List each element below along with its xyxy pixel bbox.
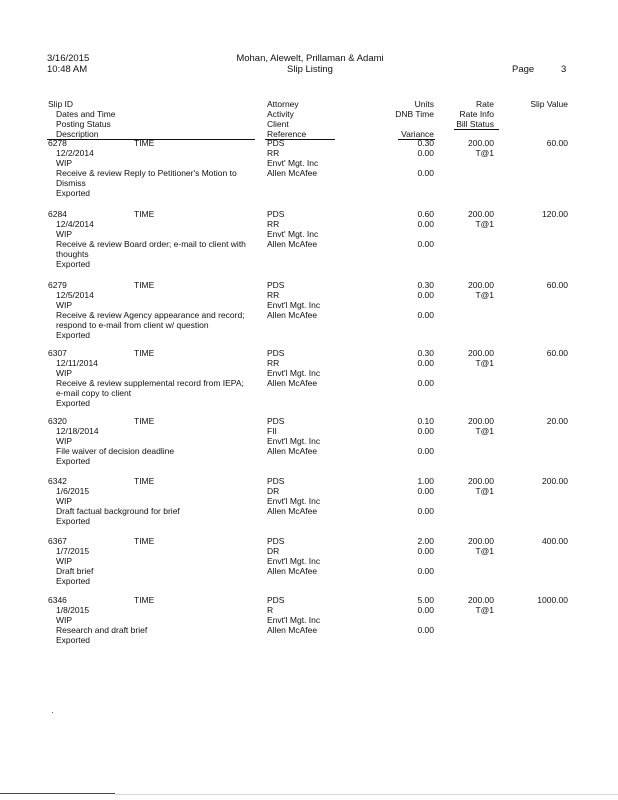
scan-speck	[52, 712, 53, 713]
slip-date: 1/8/2015	[56, 605, 90, 615]
slip-date: 1/6/2015	[56, 486, 90, 496]
attorney: PDS	[267, 280, 285, 290]
reference: Allen McAfee	[267, 378, 318, 388]
attorney: PDS	[267, 348, 285, 358]
description-line: Receive & review supplemental record from IEPA;	[56, 378, 244, 388]
slip-date: 12/4/2014	[56, 219, 94, 229]
reference: Allen McAfee	[267, 625, 318, 635]
attorney: PDS	[267, 595, 285, 605]
description-line: Receive & review Board order; e-mail to client with	[56, 239, 246, 249]
slip-value: 200.00	[542, 476, 568, 486]
posting-status: WIP	[56, 496, 73, 506]
description-line: thoughts	[56, 249, 89, 259]
client: Envt'l Mgt. Inc	[267, 300, 321, 310]
page-number: 3	[561, 64, 567, 75]
variance: 0.00	[417, 625, 434, 635]
reference: Allen McAfee	[267, 566, 318, 576]
posting-status: WIP	[56, 300, 73, 310]
col-header-reference: Reference	[267, 129, 307, 139]
slip-type: TIME	[134, 138, 155, 148]
slip-value: 1000.00	[537, 595, 568, 605]
rate: 200.00	[468, 209, 494, 219]
attorney: PDS	[267, 476, 285, 486]
col-header-rate-info: Rate Info	[459, 109, 494, 119]
dnb-time: 0.00	[417, 358, 434, 368]
variance: 0.00	[417, 506, 434, 516]
col-header-rate: Rate	[476, 99, 494, 109]
slip-type: TIME	[134, 280, 155, 290]
client: Envt' Mgt. Inc	[267, 158, 319, 168]
dnb-time: 0.00	[417, 148, 434, 158]
rate: 200.00	[468, 348, 494, 358]
attorney: PDS	[267, 416, 285, 426]
variance: 0.00	[417, 168, 434, 178]
rate-info: T@1	[475, 290, 494, 300]
slip-id: 6367	[48, 536, 67, 546]
slip-entry	[0, 280, 618, 352]
report-time: 10:48 AM	[47, 64, 88, 75]
variance: 0.00	[417, 378, 434, 388]
reference: Allen McAfee	[267, 168, 318, 178]
header-rule-bill-status	[454, 129, 499, 130]
units: 0.30	[417, 348, 434, 358]
client: Envt'l Mgt. Inc	[267, 615, 321, 625]
slip-value: 400.00	[542, 536, 568, 546]
rate: 200.00	[468, 416, 494, 426]
units: 0.10	[417, 416, 434, 426]
attorney: PDS	[267, 138, 285, 148]
slip-type: TIME	[134, 348, 155, 358]
description-line: Research and draft brief	[56, 625, 148, 635]
variance: 0.00	[417, 446, 434, 456]
posting-status: WIP	[56, 615, 73, 625]
slip-id: 6284	[48, 209, 67, 219]
activity: FII	[267, 426, 277, 436]
rate: 200.00	[468, 595, 494, 605]
rate: 200.00	[468, 138, 494, 148]
client: Envt' Mgt. Inc	[267, 229, 319, 239]
dnb-time: 0.00	[417, 605, 434, 615]
rate: 200.00	[468, 280, 494, 290]
slip-date: 12/18/2014	[56, 426, 99, 436]
export-status: Exported	[56, 398, 91, 408]
reference: Allen McAfee	[267, 446, 318, 456]
activity: RR	[267, 148, 280, 158]
attorney: PDS	[267, 209, 285, 219]
col-header-bill-status: Bill Status	[456, 119, 494, 129]
description-line: respond to e-mail from client w/ question	[56, 320, 209, 330]
report-date: 3/16/2015	[47, 53, 90, 64]
description-line: Receive & review Reply to Petitioner's Motion to	[56, 168, 237, 178]
col-header-units: Units	[414, 99, 434, 109]
rate: 200.00	[468, 476, 494, 486]
activity: RR	[267, 358, 280, 368]
variance: 0.00	[417, 566, 434, 576]
slip-type: TIME	[134, 476, 155, 486]
page-edge-line	[0, 793, 115, 794]
page-bottom-edge	[115, 794, 618, 795]
slip-value: 60.00	[546, 138, 568, 148]
export-status: Exported	[56, 330, 91, 340]
col-header-description: Description	[56, 129, 99, 139]
col-header-slip-id: Slip ID	[48, 99, 74, 109]
client: Envt'l Mgt. Inc	[267, 436, 321, 446]
units: 5.00	[417, 595, 434, 605]
slip-value: 20.00	[546, 416, 568, 426]
slip-id: 6346	[48, 595, 67, 605]
slip-value: 120.00	[542, 209, 568, 219]
slip-id: 6307	[48, 348, 67, 358]
activity: RR	[267, 219, 280, 229]
col-header-dates-time: Dates and Time	[56, 109, 116, 119]
description-line: File waiver of decision deadline	[56, 446, 175, 456]
activity: DR	[267, 486, 280, 496]
client: Envt'l Mgt. Inc	[267, 496, 321, 506]
reference: Allen McAfee	[267, 239, 318, 249]
units: 0.30	[417, 138, 434, 148]
rate: 200.00	[468, 536, 494, 546]
slip-id: 6342	[48, 476, 67, 486]
posting-status: WIP	[56, 158, 73, 168]
slip-date: 12/2/2014	[56, 148, 94, 158]
export-status: Exported	[56, 259, 91, 269]
col-header-client: Client	[267, 119, 289, 129]
units: 0.60	[417, 209, 434, 219]
firm-name: Mohan, Alewelt, Prillaman & Adami	[236, 53, 384, 64]
description-line: Draft factual background for brief	[56, 506, 180, 516]
slip-date: 12/11/2014	[56, 358, 98, 368]
units: 0.30	[417, 280, 434, 290]
page-label: Page	[512, 64, 535, 75]
dnb-time: 0.00	[417, 546, 434, 556]
slip-entry	[0, 138, 618, 210]
units: 1.00	[417, 476, 434, 486]
posting-status: WIP	[56, 229, 73, 239]
client: Envt'l Mgt. Inc	[267, 556, 321, 566]
col-header-slip-value: Slip Value	[530, 99, 568, 109]
export-status: Exported	[56, 635, 91, 645]
description-line: Receive & review Agency appearance and record;	[56, 310, 245, 320]
slip-value: 60.00	[546, 348, 568, 358]
slip-id: 6278	[48, 138, 67, 148]
rate-info: T@1	[475, 219, 494, 229]
variance: 0.00	[417, 310, 434, 320]
activity: DR	[267, 546, 280, 556]
dnb-time: 0.00	[417, 290, 434, 300]
dnb-time: 0.00	[417, 426, 434, 436]
rate-info: T@1	[475, 358, 494, 368]
units: 2.00	[417, 536, 434, 546]
posting-status: WIP	[56, 368, 73, 378]
slip-type: TIME	[134, 416, 155, 426]
export-status: Exported	[56, 188, 91, 198]
rate-info: T@1	[475, 605, 494, 615]
client: Envt'l Mgt. Inc	[267, 368, 321, 378]
slip-id: 6320	[48, 416, 67, 426]
col-header-posting-status: Posting Status	[56, 119, 111, 129]
slip-value: 60.00	[546, 280, 568, 290]
col-header-activity: Activity	[267, 109, 294, 119]
variance: 0.00	[417, 239, 434, 249]
slip-id: 6279	[48, 280, 67, 290]
rate-info: T@1	[475, 148, 494, 158]
export-status: Exported	[56, 516, 91, 526]
slip-type: TIME	[134, 209, 155, 219]
slip-type: TIME	[134, 595, 155, 605]
export-status: Exported	[56, 456, 91, 466]
col-header-dnb-time: DNB Time	[395, 109, 434, 119]
dnb-time: 0.00	[417, 486, 434, 496]
rate-info: T@1	[475, 426, 494, 436]
report-title: Slip Listing	[287, 64, 333, 75]
slip-date: 12/5/2014	[56, 290, 94, 300]
description-line: e-mail copy to client	[56, 388, 132, 398]
reference: Allen McAfee	[267, 506, 318, 516]
attorney: PDS	[267, 536, 285, 546]
description-line: Dismiss	[56, 178, 86, 188]
slip-entry	[0, 595, 618, 667]
slip-entry	[0, 348, 618, 420]
description-line: Draft brief	[56, 566, 94, 576]
slip-type: TIME	[134, 536, 155, 546]
dnb-time: 0.00	[417, 219, 434, 229]
slip-entry	[0, 209, 618, 281]
slip-date: 1/7/2015	[56, 546, 90, 556]
col-header-attorney: Attorney	[267, 99, 299, 109]
export-status: Exported	[56, 576, 91, 586]
posting-status: WIP	[56, 436, 73, 446]
rate-info: T@1	[475, 486, 494, 496]
activity: RR	[267, 290, 280, 300]
activity: R	[267, 605, 274, 615]
rate-info: T@1	[475, 546, 494, 556]
col-header-variance: Variance	[401, 129, 434, 139]
posting-status: WIP	[56, 556, 73, 566]
reference: Allen McAfee	[267, 310, 318, 320]
